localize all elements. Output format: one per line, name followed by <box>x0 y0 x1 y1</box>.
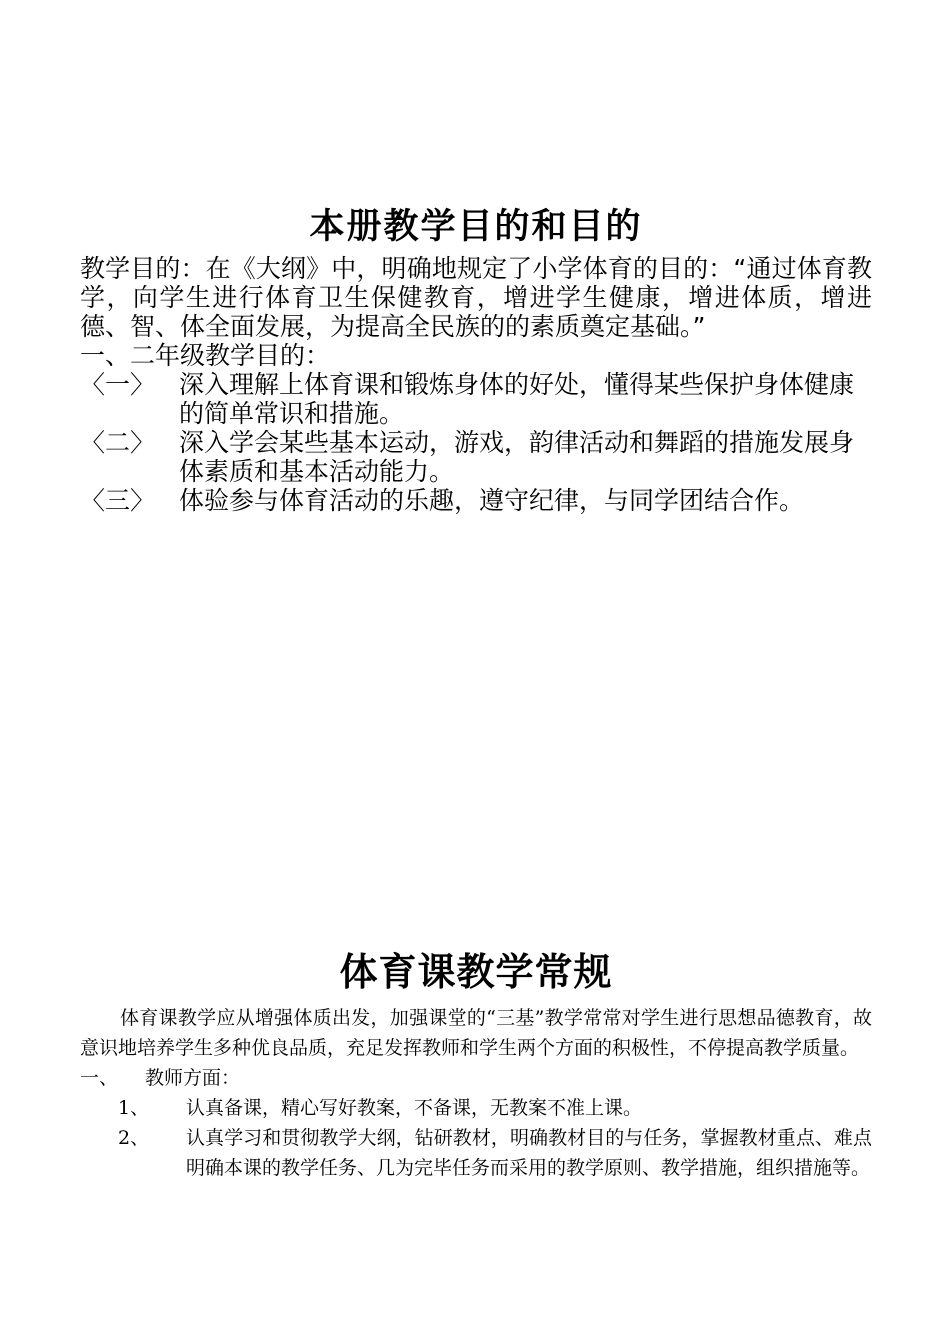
intro-paragraph: 教学目的：在《大纲》中，明确地规定了小学体育的目的：“通过体育教学，向学生进行体育卫生保健教育，增进学生健康，增进体质，增进德、智、体全面发展，为提高全民族的的素质奠定基础。” <box>80 254 872 341</box>
list-item <box>80 1123 872 1183</box>
list-marker: 〈三〉 <box>80 486 156 515</box>
list-text: 深入学会某些基本运动，游戏，韵律活动和舞蹈的措施发展身体素质和基本活动能力。 <box>179 428 855 486</box>
list-item <box>80 1093 872 1123</box>
list-item <box>80 486 872 515</box>
list-marker: 〈二〉 <box>80 428 156 457</box>
section-title: 体育课教学常规 <box>339 949 613 994</box>
list-text: 认真学习和贯彻教学大纲，钻研教材，明确教材目的与任务，掌握教材重点、难点明确本课的教学任务、几为完毕任务而采用的教学原则、教学措施，组织措施等。 <box>186 1127 872 1179</box>
intro-paragraph: 体育课教学应从增强体质出发，加强课堂的“三基”教学常常对学生进行思想品德教育，故意识地培养学生多种优良品质，充足发挥教师和学生两个方面的积极性，不停提高教学质量。 <box>80 1007 872 1059</box>
list-marker: 1、 <box>118 1097 150 1119</box>
list-text: 体验参与体育活动的乐趣，遵守纪律，与同学团结合作。 <box>179 486 805 515</box>
heading-marker: 一、 <box>80 1067 119 1089</box>
teacher-heading <box>80 1063 872 1093</box>
list-text: 深入理解上体育课和锻炼身体的好处，懂得某些保护身体健康的简单常识和措施。 <box>179 370 855 428</box>
list-marker: 〈一〉 <box>80 370 156 399</box>
teaching-goals-section <box>80 200 872 515</box>
grade-goals-heading: 一、二年级教学目的： <box>80 341 331 370</box>
section-title: 本册教学目的和目的 <box>309 207 643 247</box>
list-item <box>80 370 872 428</box>
teaching-routine-section <box>80 945 872 1183</box>
heading-text: 教师方面： <box>145 1067 241 1089</box>
list-text: 认真备课，精心写好教案，不备课，无教案不准上课。 <box>186 1097 643 1119</box>
list-item <box>80 428 872 486</box>
list-marker: 2、 <box>118 1127 150 1149</box>
